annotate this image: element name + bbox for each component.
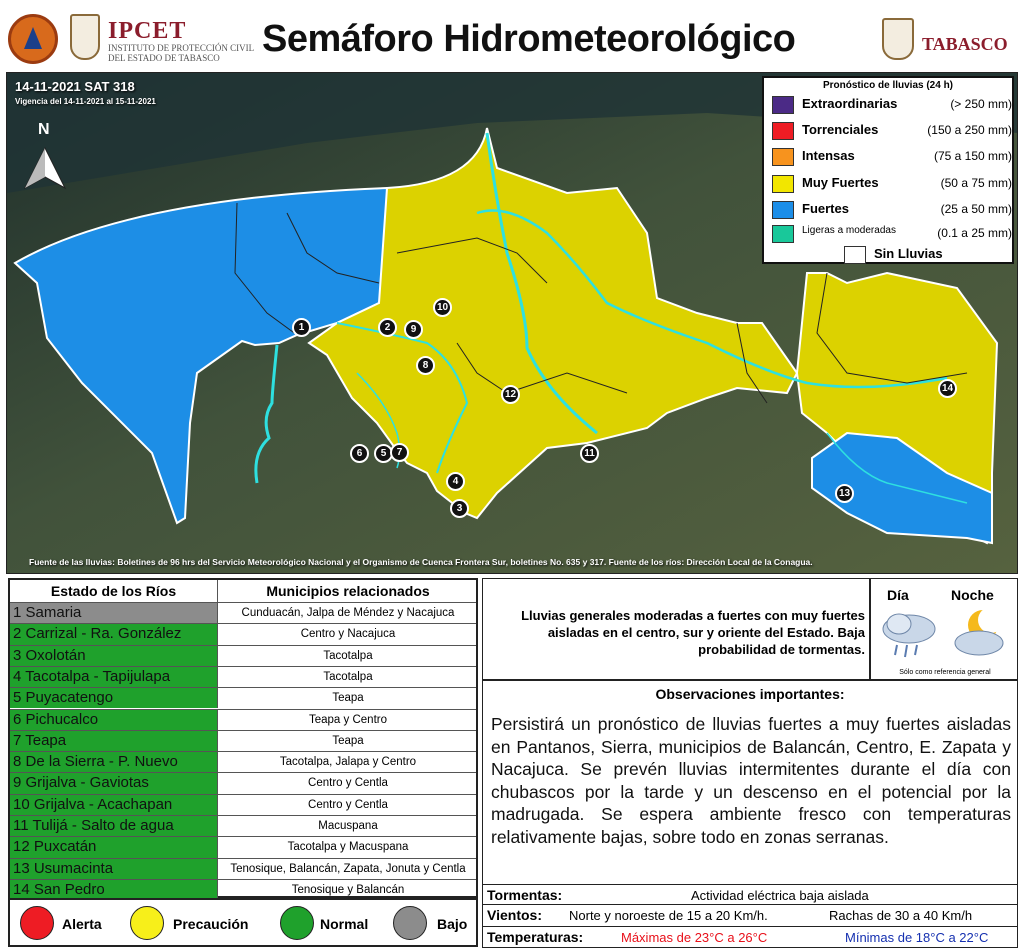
river-row (10, 858, 476, 879)
river-row (10, 687, 476, 708)
forecast-summary-box (482, 578, 870, 680)
river-name: 14 San Pedro (10, 880, 218, 900)
river-marker: 8 (416, 356, 435, 375)
river-name: 12 Puxcatán (10, 837, 218, 857)
legend-row (772, 199, 1012, 221)
observations-text: Persistirá un pronóstico de lluvias fuertes a muy fuertes aisladas en Pantanos, Sierra, municipios de Balancán, Centro, E. Zapata y Nacajuca. Se prevén lluvias intermitentes durante el día con chubascos por la tarde y un descenso en el potencial por la madrugada. Se espera ambiente fresco con temperaturas relativamente bajas, sobre todo en zonas serranas. (491, 714, 1011, 847)
validity-dates: Vigencia del 14-11-2021 al 15-11-2021 (15, 97, 156, 106)
legend-range: (75 a 150 mm) (933, 149, 1012, 163)
weather-icons-box (870, 578, 1018, 680)
page-title: Semáforo Hidrometeorológico (262, 18, 796, 60)
winds-value: Norte y noroeste de 15 a 20 Km/h. (569, 908, 768, 923)
river-municipalities: Tacotalpa y Macuspana (287, 841, 409, 854)
legend-label: Sin Lluvias (874, 246, 943, 261)
legend-row (844, 244, 1018, 266)
river-row (10, 730, 476, 751)
weather-note: Sólo como referencia general (899, 669, 991, 676)
rivers-table (8, 578, 478, 898)
river-row (10, 879, 476, 900)
civil-protection-logo (8, 14, 58, 64)
river-marker: 14 (938, 379, 957, 398)
legend-label: Muy Fuertes (802, 175, 879, 190)
legend-range: (50 a 75 mm) (940, 176, 1012, 190)
observations-box (482, 680, 1018, 885)
legend-label: Ligeras a moderadas (802, 225, 896, 236)
river-marker: 2 (378, 318, 397, 337)
tabasco-crest-logo (882, 18, 914, 60)
legend-swatch (772, 225, 794, 243)
river-municipalities: Tacotalpa, Jalapa y Centro (279, 756, 417, 769)
alert-dot-icon (20, 906, 54, 940)
caution-dot-icon (130, 906, 164, 940)
river-municipalities: Teapa y Centro (309, 713, 387, 726)
river-row (10, 623, 476, 644)
observations-title: Observaciones importantes: (655, 686, 845, 702)
river-name: 7 Teapa (10, 731, 218, 751)
river-name: 8 De la Sierra - P. Nuevo (10, 752, 218, 772)
legend-swatch (772, 175, 794, 193)
state-label: TABASCO (922, 34, 1008, 54)
river-row (10, 666, 476, 687)
legend-label: Intensas (802, 148, 855, 163)
river-name: 3 Oxolotán (10, 646, 218, 666)
legend-swatch (772, 148, 794, 166)
river-marker: 4 (446, 472, 465, 491)
river-row (10, 836, 476, 857)
river-municipalities: Centro y Nacajuca (300, 628, 396, 641)
storms-row (482, 885, 1018, 905)
river-row (10, 772, 476, 793)
storms-value: Actividad eléctrica baja aislada (691, 888, 869, 903)
river-municipalities: Centro y Centla (308, 798, 388, 811)
river-municipalities: Cunduacán, Jalpa de Méndez y Nacajuca (241, 607, 455, 619)
river-row (10, 815, 476, 836)
night-label: Noche (951, 587, 994, 603)
river-marker: 1 (292, 318, 311, 337)
river-row (10, 709, 476, 730)
river-name: 9 Grijalva - Gaviotas (10, 773, 218, 793)
legend-row (772, 146, 1012, 168)
state-crest-logo (70, 14, 100, 60)
river-municipalities: Tacotalpa (323, 649, 373, 662)
river-name: 1 Samaria (10, 603, 218, 623)
river-row (10, 751, 476, 772)
legend-label: Fuertes (802, 201, 849, 216)
legend-range: (25 a 50 mm) (940, 202, 1012, 216)
river-municipalities: Teapa (332, 692, 364, 705)
legend-label: Extraordinarias (802, 96, 898, 111)
day-label: Día (887, 587, 909, 603)
low-dot-icon (393, 906, 427, 940)
rivers-header-state: Estado de los Ríos (10, 580, 218, 602)
bulletin-date: 14-11-2021 SAT 318 (15, 79, 135, 94)
header (0, 0, 1024, 72)
river-name: 2 Carrizal - Ra. González (10, 624, 218, 644)
river-municipalities: Tacotalpa (323, 670, 373, 683)
status-label: Bajo (437, 916, 468, 932)
status-label: Precaución (173, 916, 249, 932)
source-note: Fuente de las lluvias: Boletines de 96 hrs del Servicio Meteorológico Nacional y el Organismo de Cuenca Frontera Sur, boletines No. 635 y 317. Fuente de los ríos: Dirección Local de la Conagua. (29, 557, 813, 567)
river-municipalities: Tenosique, Balancán, Zapata, Jonuta y Centla (230, 862, 466, 875)
river-marker: 11 (580, 444, 599, 463)
river-name: 13 Usumacinta (10, 859, 218, 879)
river-municipalities: Teapa (332, 734, 364, 747)
river-marker: 5 (374, 444, 393, 463)
rivers-header-municipalities: Municipios relacionados (266, 583, 430, 599)
river-municipalities: Tenosique y Balancán (291, 883, 405, 896)
storms-label: Tormentas: (487, 887, 563, 903)
river-marker: 13 (835, 484, 854, 503)
river-municipalities: Macuspana (318, 820, 378, 832)
river-municipalities: Centro y Centla (308, 777, 388, 790)
river-marker: 12 (501, 385, 520, 404)
river-name: 5 Puyacatengo (10, 688, 218, 708)
legend-swatch (772, 96, 794, 114)
status-label: Alerta (62, 916, 102, 932)
rain-forecast-map (6, 72, 1018, 574)
moon-cloud-icon (947, 607, 1011, 663)
temperatures-row (482, 927, 1018, 948)
river-marker: 9 (404, 320, 423, 339)
legend-row (772, 173, 1012, 195)
rain-legend (762, 76, 1014, 264)
legend-row (772, 120, 1012, 142)
legend-title: Pronóstico de lluvias (24 h) (822, 80, 954, 91)
legend-label: Torrenciales (802, 122, 879, 137)
winds-row (482, 905, 1018, 927)
legend-swatch (772, 201, 794, 219)
temps-max: Máximas de 23°C a 26°C (621, 930, 768, 945)
org-subtitle: INSTITUTO DE PROTECCIÓN CIVIL DEL ESTADO DE TABASCO (108, 43, 254, 63)
legend-range: (> 250 mm) (950, 97, 1012, 111)
legend-row (772, 223, 1012, 245)
rain-cloud-icon (877, 607, 941, 663)
river-name: 10 Grijalva - Acachapan (10, 795, 218, 815)
river-marker: 7 (390, 443, 409, 462)
river-row (10, 794, 476, 815)
gusts-value: Rachas de 30 a 40 Km/h (829, 908, 973, 923)
river-name: 6 Pichucalco (10, 710, 218, 730)
temps-label: Temperaturas: (487, 929, 584, 945)
winds-label: Vientos: (487, 907, 542, 923)
status-legend (8, 898, 478, 947)
north-label: N (38, 121, 50, 138)
legend-swatch (844, 246, 866, 264)
river-row (10, 602, 476, 623)
legend-range: (0.1 a 25 mm) (937, 226, 1012, 240)
status-label: Normal (320, 916, 369, 932)
river-marker: 3 (450, 499, 469, 518)
river-name: 11 Tulijá - Salto de agua (10, 816, 218, 836)
forecast-summary: Lluvias generales moderadas a fuertes con muy fuertes aisladas en el centro, sur y oriente del Estado. Baja probabilidad de tormentas. (521, 608, 865, 657)
river-marker: 10 (433, 298, 452, 317)
legend-row (772, 94, 1012, 116)
river-name: 4 Tacotalpa - Tapijulapa (10, 667, 218, 687)
legend-swatch (772, 122, 794, 140)
normal-dot-icon (280, 906, 314, 940)
temps-min: Mínimas de 18°C a 22°C (845, 930, 989, 945)
river-marker: 6 (350, 444, 369, 463)
river-row (10, 645, 476, 666)
org-name: IPCET (108, 18, 187, 44)
legend-range: (150 a 250 mm) (927, 123, 1012, 137)
